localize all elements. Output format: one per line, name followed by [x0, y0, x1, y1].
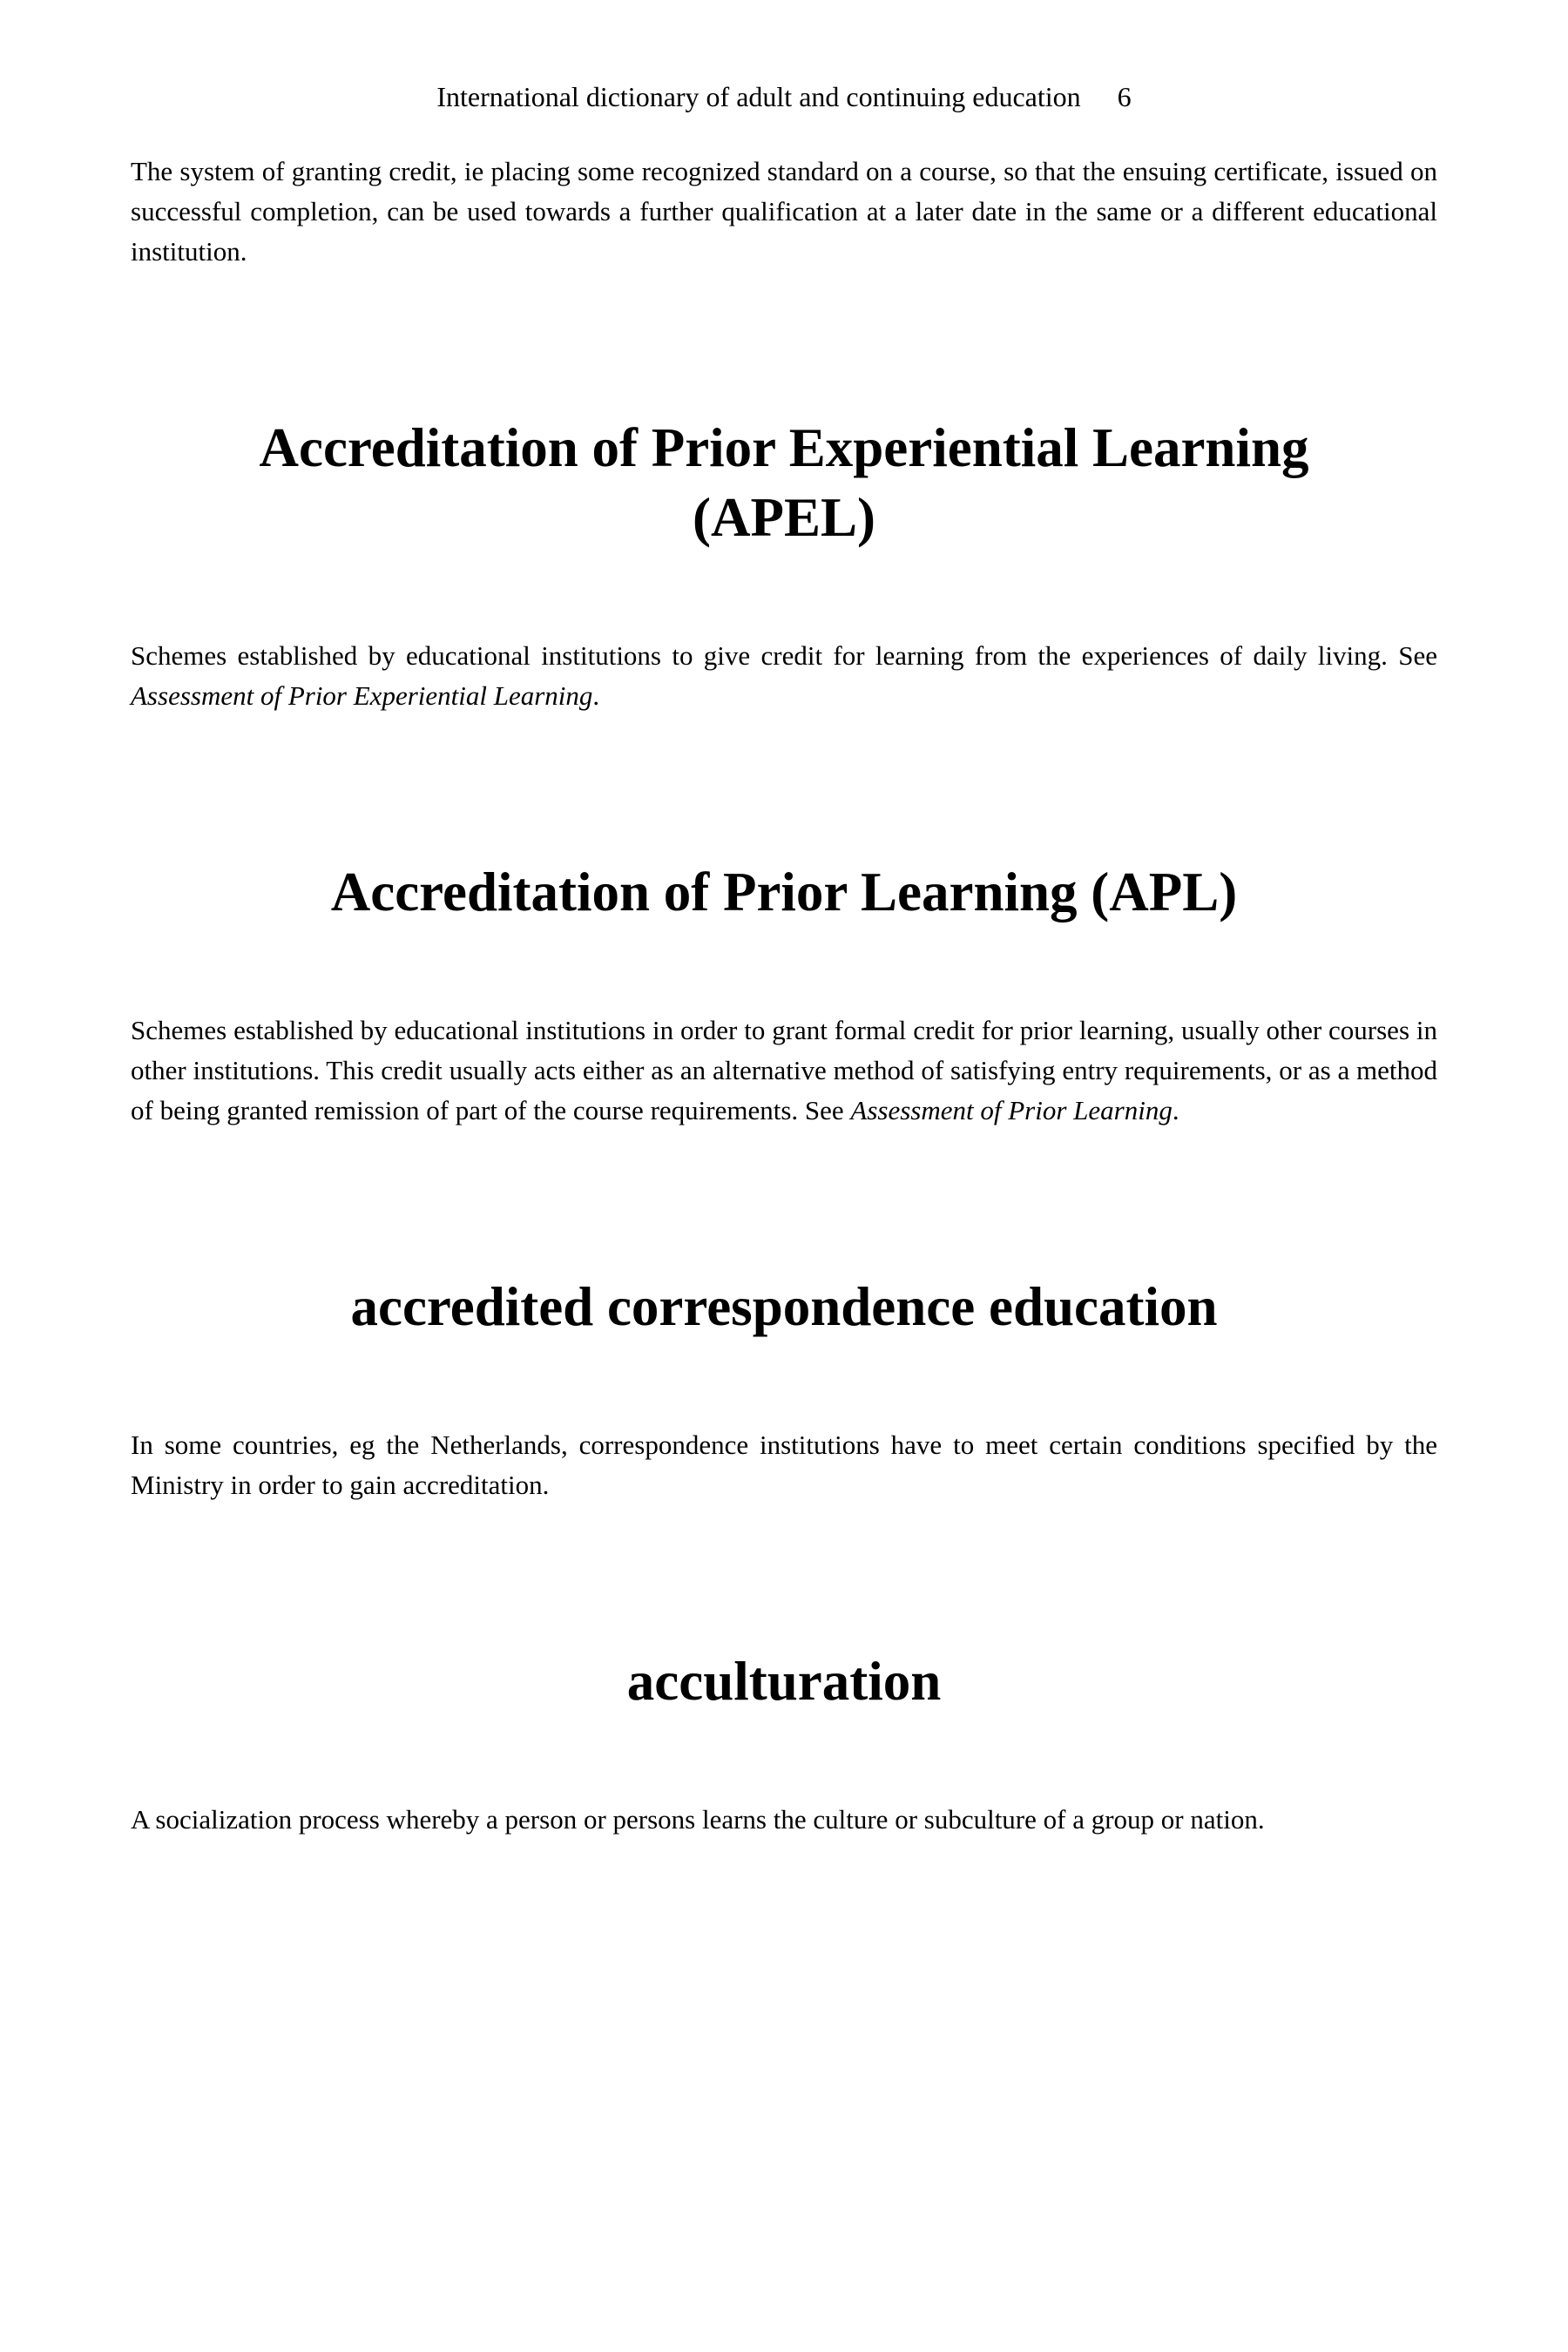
entry-heading-apl — [131, 857, 1437, 927]
definition-cross-reference: Assessment of Prior Experiential Learning — [131, 680, 593, 711]
entry-definition-apel — [131, 636, 1437, 716]
definition-text-after: . — [1172, 1095, 1179, 1125]
intro-paragraph: The system of granting credit, ie placing some recognized standard on a course, so that the ensuing certificate, issued on successful completion, can be used towards a further qualification at a later date in the same or a different educational institution. — [131, 156, 1437, 267]
definition-text-after: . — [592, 680, 600, 711]
entry-definition-apl — [131, 1010, 1437, 1131]
dictionary-entry-acculturation — [131, 1646, 1437, 1840]
page-header — [131, 80, 1437, 113]
dictionary-entry-accredited-correspondence-education — [131, 1272, 1437, 1505]
definition-cross-reference: Assessment of Prior Learning — [850, 1095, 1173, 1125]
entry-heading-line: acculturation — [626, 1651, 942, 1712]
page-number: 6 — [1117, 81, 1132, 112]
entry-heading-line: (APEL) — [693, 487, 875, 548]
entry-definition-acculturation — [131, 1800, 1437, 1840]
dictionary-entry-apl — [131, 857, 1437, 1131]
entry-heading-line: accredited correspondence education — [350, 1276, 1218, 1337]
dictionary-entry-apel — [131, 413, 1437, 716]
running-title: International dictionary of adult and continuing education — [436, 81, 1081, 112]
definition-text: Schemes established by educational institutions in order to grant formal credit for prior learning, usually other courses in other institutions. This credit usually acts either as an alternative method of satisfying entry requirements, or as a method of being granted remission of part of the course requirements. See — [131, 1015, 1437, 1125]
entry-definition-accredited-correspondence-education — [131, 1425, 1437, 1505]
definition-text: A socialization process whereby a person or persons learns the culture or subculture of a group or nation. — [131, 1804, 1265, 1835]
entry-heading-apel — [131, 413, 1437, 552]
entry-heading-line: Accreditation of Prior Experiential Learning — [259, 417, 1309, 478]
definition-text: Schemes established by educational institutions to give credit for learning from the experiences of daily living. See — [131, 640, 1437, 671]
entry-heading-accredited-correspondence-education — [131, 1272, 1437, 1342]
entry-heading-line: Accreditation of Prior Learning (APL) — [330, 862, 1238, 923]
entry-heading-acculturation — [131, 1646, 1437, 1716]
definition-text: In some countries, eg the Netherlands, correspondence institutions have to meet certain conditions specified by the Ministry in order to gain accreditation. — [131, 1429, 1437, 1500]
